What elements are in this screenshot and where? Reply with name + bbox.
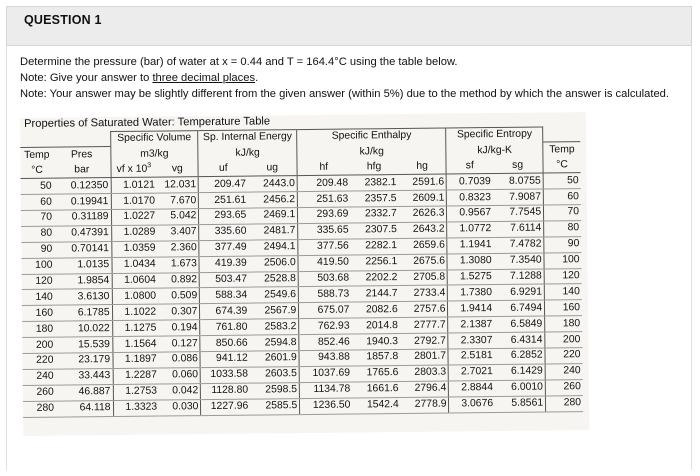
table-cell: 2675.6: [399, 254, 447, 270]
table-cell: 7.7545: [493, 205, 544, 221]
table-cell: 60: [543, 189, 581, 205]
table-cell: 6.1429: [495, 364, 546, 380]
table-cell: 2443.0: [248, 176, 298, 192]
table-cell: 80: [21, 226, 54, 242]
table-cell: 1.1275: [112, 320, 158, 336]
table-cell: 1940.3: [352, 334, 400, 350]
table-cell: 1661.6: [352, 381, 400, 397]
table-cell: 200: [545, 332, 583, 348]
table-cell: 0.7039: [447, 174, 493, 190]
table-cell: 2583.2: [249, 319, 299, 335]
table-cell: 2528.8: [249, 271, 299, 287]
table-cell: 2705.8: [399, 270, 447, 286]
table-cell: 6.7494: [494, 300, 545, 316]
table-cell: 2494.1: [249, 239, 299, 255]
table-cell: 2357.5: [350, 191, 398, 207]
question-title: QUESTION 1: [24, 13, 102, 27]
table-cell: 1037.69: [299, 366, 352, 382]
table-cell: 2332.7: [350, 206, 398, 222]
table-cell: 1.673: [158, 256, 200, 272]
table-cell: 160: [545, 300, 583, 316]
table-cell: 140: [544, 284, 582, 300]
table-cell: 2.7021: [449, 364, 495, 380]
table-cell: 8.0755: [493, 173, 544, 189]
table-cell: 251.61: [199, 192, 249, 208]
table-cell: 377.56: [298, 239, 351, 255]
table-cell: 941.12: [200, 351, 250, 367]
hg-header: hg: [398, 159, 446, 175]
table-cell: 335.60: [199, 224, 249, 240]
table-cell: 0.060: [159, 367, 201, 383]
table-cell: 0.127: [158, 336, 200, 352]
table-cell: 140: [22, 290, 55, 306]
table-cell: 852.46: [299, 334, 352, 350]
question-prompt: Determine the pressure (bar) of water at x = 0.44 and T = 164.4°C using the table below.: [20, 56, 458, 68]
table-cell: 15.539: [55, 337, 112, 353]
table-cell: 200: [22, 337, 55, 353]
table-cell: 0.892: [158, 272, 200, 288]
table-cell: 2.3307: [448, 333, 494, 349]
temp-header: Temp: [20, 148, 53, 164]
table-cell: 50: [543, 173, 581, 189]
table-cell: 2549.6: [249, 287, 299, 303]
table-cell: 293.65: [199, 208, 249, 224]
table-cell: 2144.7: [351, 286, 399, 302]
bar-header: bar: [53, 162, 110, 178]
table-cell: 850.66: [200, 335, 250, 351]
table-cell: 2594.8: [250, 335, 300, 351]
table-cell: 1765.6: [352, 365, 400, 381]
table-cell: 675.07: [299, 302, 352, 318]
table-cell: 180: [545, 316, 583, 332]
table-cell: 2.8844: [449, 380, 495, 396]
table-cell: 70: [544, 205, 582, 221]
group-entropy: Specific Entropy: [446, 127, 543, 143]
table-cell: 80: [544, 220, 582, 236]
table-cell: 1.0170: [111, 193, 157, 209]
degc-header: °C: [20, 163, 53, 179]
table-cell: 2591.6: [398, 174, 446, 190]
table-cell: 2082.6: [351, 302, 399, 318]
table-cell: 0.030: [159, 399, 201, 415]
table-cell: 6.1785: [55, 305, 112, 321]
table-cell: 7.9087: [493, 189, 544, 205]
table-cell: 5.8561: [495, 396, 546, 412]
table-cell: 7.4782: [493, 237, 544, 253]
table-cell: 120: [22, 274, 55, 290]
table-cell: 2757.6: [400, 301, 448, 317]
table-cell: 1.9414: [448, 301, 494, 317]
table-cell: 943.88: [299, 350, 352, 366]
table-cell: 220: [545, 348, 583, 364]
table-cell: 1.0121: [111, 177, 157, 193]
table-cell: 100: [21, 258, 54, 274]
table-cell: 220: [22, 353, 55, 369]
table-cell: 1.0289: [111, 225, 157, 241]
table-cell: 377.49: [199, 240, 249, 256]
table-cell: 2792.7: [400, 333, 448, 349]
table-cell: 1.3080: [447, 253, 493, 269]
group-specific-volume: Specific Volume: [110, 131, 198, 147]
table-cell: 70: [21, 210, 54, 226]
table-cell: 762.93: [299, 318, 352, 334]
table-cell: 260: [545, 379, 583, 395]
table-cell: 2202.2: [351, 270, 399, 286]
table-cell: 160: [22, 305, 55, 321]
table-cell: 1.2753: [113, 384, 159, 400]
hf-header: hf: [297, 160, 350, 176]
table-cell: 2307.5: [350, 222, 398, 238]
table-cell: 180: [22, 321, 55, 337]
vf-label: vf x 10: [116, 163, 148, 175]
table-cell: 2481.7: [248, 223, 298, 239]
sg-header: sg: [493, 158, 544, 174]
enthalpy-units: kJ/kg: [297, 143, 446, 160]
table-cell: 293.69: [298, 207, 351, 223]
table-cell: 674.39: [200, 303, 250, 319]
table-cell: 0.19941: [54, 194, 111, 210]
table-cell: 2.1387: [448, 317, 494, 333]
table-cell: 2.5181: [448, 349, 494, 365]
table-cell: 2777.7: [400, 317, 448, 333]
table-cell: 1.7380: [448, 285, 494, 301]
group-enthalpy: Specific Enthalpy: [297, 128, 446, 145]
table-cell: 3.0676: [449, 396, 495, 412]
table-cell: 46.887: [56, 384, 113, 400]
note-suffix: .: [255, 72, 259, 84]
table-cell: 2.360: [157, 240, 199, 256]
table-cell: 2014.8: [351, 318, 399, 334]
degc-header-right: °C: [543, 157, 581, 173]
table-cell: 2469.1: [248, 208, 298, 224]
table-cell: 1.0772: [447, 221, 493, 237]
table-cell: 7.6114: [493, 221, 544, 237]
uf-header: uf: [198, 161, 248, 177]
table-cell: 6.9291: [494, 284, 545, 300]
table-cell: 2659.6: [399, 238, 447, 254]
table-cell: 1.1897: [112, 352, 158, 368]
vf-exponent: 3: [147, 161, 152, 169]
table-cell: 2643.2: [399, 222, 447, 238]
table-cell: 0.194: [158, 320, 200, 336]
table-cell: 0.509: [158, 288, 200, 304]
table-cell: 503.68: [298, 271, 351, 287]
table-cell: 1.0800: [112, 288, 158, 304]
table-cell: 1.0135: [54, 257, 111, 273]
table-cell: 0.31189: [54, 210, 111, 226]
vf-header: [111, 162, 157, 178]
table-cell: 1227.96: [201, 399, 251, 415]
table-cell: 1542.4: [352, 397, 400, 413]
table-cell: 0.086: [159, 352, 201, 368]
table-cell: 588.34: [200, 288, 250, 304]
steam-table-image: [20, 112, 589, 436]
table-cell: 588.73: [298, 286, 351, 302]
table-cell: 2733.4: [399, 285, 447, 301]
table-cell: 2803.3: [400, 365, 448, 381]
table-cell: 6.0010: [495, 380, 546, 396]
table-cell: 1128.80: [201, 383, 251, 399]
table-cell: 1.9854: [55, 273, 112, 289]
table-cell: 7.3540: [494, 253, 545, 269]
table-cell: 10.022: [55, 321, 112, 337]
table-cell: 503.47: [199, 272, 249, 288]
decimal-places-note: [20, 72, 258, 84]
table-cell: 419.50: [298, 255, 351, 271]
table-cell: 1.2287: [113, 368, 159, 384]
table-cell: 2585.5: [250, 398, 300, 414]
table-cell: 419.39: [199, 256, 249, 272]
table-cell: 335.65: [298, 223, 351, 239]
table-cell: 33.443: [56, 368, 113, 384]
vg-header: vg: [157, 161, 199, 177]
table-cell: 1.1941: [447, 237, 493, 253]
table-cell: 3.407: [157, 224, 199, 240]
energy-units: kJ/kg: [198, 145, 297, 161]
table-cell: 2506.0: [249, 255, 299, 271]
table-cell: 2598.5: [250, 382, 300, 398]
temp-header-right: Temp: [543, 142, 581, 158]
table-cell: 0.9567: [447, 206, 493, 222]
table-cell: 2256.1: [351, 254, 399, 270]
group-internal-energy: Sp. Internal Energy: [198, 130, 297, 146]
table-cell: 5.042: [157, 209, 199, 225]
sf-header: sf: [446, 158, 492, 174]
table-cell: 260: [23, 385, 56, 401]
table-cell: 251.63: [297, 191, 350, 207]
table-cell: 2601.9: [250, 351, 300, 367]
saturated-water-table: [20, 126, 583, 417]
pres-header: Pres: [53, 147, 110, 163]
table-cell: 3.6130: [55, 289, 112, 305]
table-cell: 1.3323: [113, 400, 159, 416]
table-cell: 2801.7: [400, 349, 448, 365]
table-cell: 209.47: [198, 176, 248, 192]
table-cell: 1857.8: [352, 350, 400, 366]
table-cell: 90: [21, 242, 54, 258]
table-cell: 240: [545, 363, 583, 379]
table-cell: 2778.9: [401, 397, 449, 413]
table-cell: 1.0227: [111, 209, 157, 225]
table-cell: 1.0604: [112, 273, 158, 289]
note-underlined: three decimal places: [152, 72, 256, 84]
table-cell: 1033.58: [200, 367, 250, 383]
table-cell: 0.47391: [54, 225, 111, 241]
table-body: [21, 173, 583, 417]
table-title: Properties of Saturated Water: Temperature Table: [23, 115, 271, 130]
table-cell: 1.0359: [111, 241, 157, 257]
table-cell: 2282.1: [351, 238, 399, 254]
table-cell: 2603.5: [250, 366, 300, 382]
table-cell: 64.118: [56, 400, 113, 416]
table-cell: 280: [23, 401, 56, 417]
entropy-units: kJ/kg-K: [446, 142, 543, 158]
tolerance-note: Note: Your answer may be slightly different from the given answer (within 5%) due to the method by which the answer is calculated.: [20, 88, 670, 100]
table-cell: 0.12350: [54, 178, 111, 194]
table-cell: 1.1564: [112, 336, 158, 352]
ug-header: ug: [248, 160, 298, 176]
table-cell: 60: [21, 194, 54, 210]
table-cell: 2796.4: [400, 381, 448, 397]
table-cell: 0.70141: [54, 241, 111, 257]
table-cell: 209.48: [297, 175, 350, 191]
note-prefix: Note: Give your answer to: [20, 72, 153, 84]
table-cell: 1.1022: [112, 304, 158, 320]
table-cell: 23.179: [55, 353, 112, 369]
table-cell: 50: [21, 178, 54, 194]
table-cell: 0.307: [158, 304, 200, 320]
question-header: [6, 6, 692, 46]
table-cell: 0.8323: [447, 190, 493, 206]
table-cell: 2456.2: [248, 192, 298, 208]
table-cell: 0.042: [159, 383, 201, 399]
table-cell: 6.4314: [494, 332, 545, 348]
table-cell: 1134.78: [299, 382, 352, 398]
table-cell: 2626.3: [399, 206, 447, 222]
table-cell: 7.670: [157, 193, 199, 209]
table-cell: 761.80: [200, 319, 250, 335]
table-cell: 7.1288: [494, 269, 545, 285]
table-cell: 6.2852: [495, 348, 546, 364]
table-cell: 100: [544, 252, 582, 268]
table-cell: 2382.1: [350, 175, 398, 191]
table-cell: 12.031: [157, 177, 199, 193]
table-cell: 120: [544, 268, 582, 284]
table-cell: 90: [544, 236, 582, 252]
table-cell: 6.5849: [494, 316, 545, 332]
table-cell: 1.0434: [111, 257, 157, 273]
volume-units: m3/kg: [110, 146, 198, 162]
table-cell: 1236.50: [300, 398, 353, 414]
table-cell: 2567.9: [249, 303, 299, 319]
table-cell: 2609.1: [398, 190, 446, 206]
hfg-header: hfg: [350, 159, 398, 175]
table-cell: 240: [23, 369, 56, 385]
table-cell: 1.5275: [448, 269, 494, 285]
table-cell: 280: [546, 395, 584, 411]
